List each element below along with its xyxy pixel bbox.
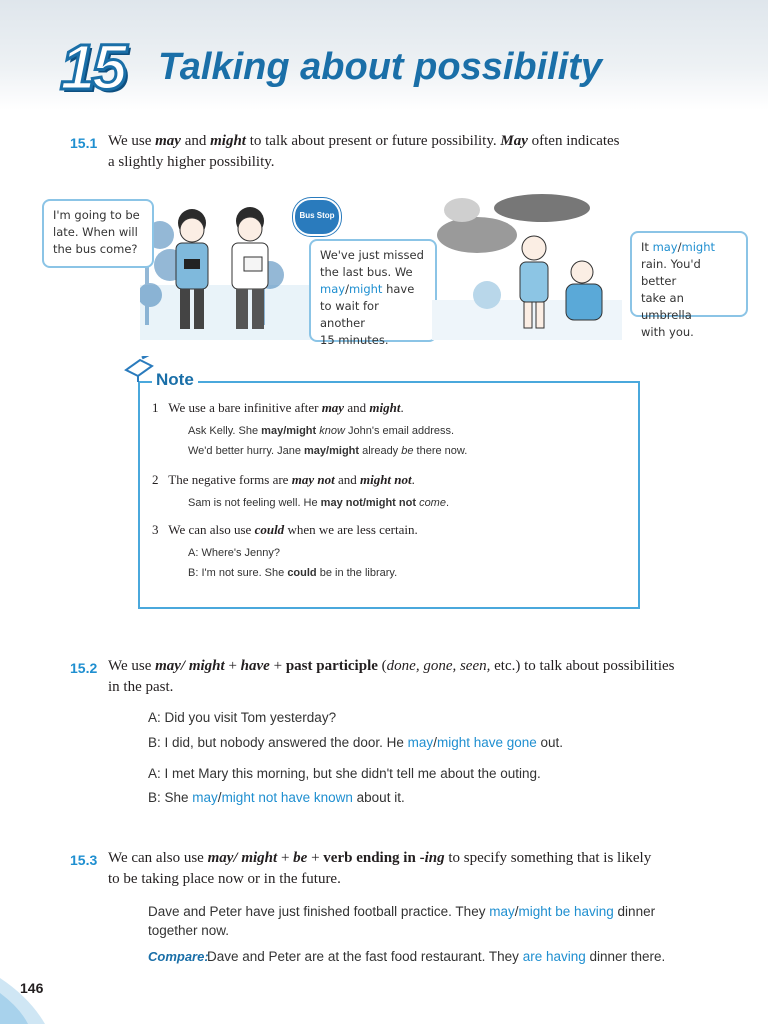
note-title: Note: [152, 370, 198, 390]
section-number-15-1: 15.1: [70, 135, 98, 151]
page-number: 146: [20, 980, 44, 996]
illustration-rain-clouds: [432, 190, 622, 340]
compare-example: Dave and Peter are at the fast food restaurant. They are having dinner there.: [207, 949, 666, 964]
note-example-2: Sam is not feeling well. He may not/might not come.: [188, 497, 450, 509]
section-15-1-text: We use may and might to talk about present or future possibility. May often indicates a slightly higher possibility.: [108, 133, 620, 170]
section-15-3-text: We can also use may/ might + be + verb ending in -ing to specify something that is likely to be taking place now or in the future.: [108, 850, 652, 887]
compare-label: Compare:: [148, 949, 209, 964]
note-book-icon: [124, 356, 154, 384]
note-item-1: 1 We use a bare infinitive after may and might.: [152, 400, 404, 415]
section-number-15-2: 15.2: [70, 660, 98, 676]
speech-bubble-woman: It may/might rain. You'd better take an umbrella with you.: [630, 231, 748, 317]
page-title: Talking about possibility: [158, 46, 603, 88]
note-example-1b: We'd better hurry. Jane may/might already be there now.: [188, 445, 468, 457]
example-15-2-a1: A: Did you visit Tom yesterday?: [148, 710, 337, 725]
section-number-15-3: 15.3: [70, 852, 98, 868]
note-example-1a: Ask Kelly. She may/might know John's email address.: [188, 425, 455, 437]
example-15-2-b2: B: She may/might not have known about it.: [148, 790, 405, 805]
chapter-number: 15: [60, 31, 124, 103]
note-item-2: 2 The negative forms are may not and might not.: [152, 472, 415, 487]
section-15-2-text: We use may/ might + have + past participle (done, gone, seen, etc.) to talk about possibilities in the past.: [108, 658, 675, 695]
note-item-3: 3 We can also use could when we are less certain.: [152, 522, 418, 537]
speech-bubble-girl: I'm going to be late. When will the bus come?: [42, 199, 154, 268]
speech-bubble-boy: We've just missed the last bus. We may/might have to wait for another 15 minutes.: [309, 239, 437, 342]
note-example-3b: B: I'm not sure. She could be in the library.: [188, 567, 398, 579]
note-example-3a: A: Where's Jenny?: [188, 547, 280, 559]
example-15-2-b1: B: I did, but nobody answered the door. He may/might have gone out.: [148, 735, 564, 750]
example-15-3: Dave and Peter have just finished football practice. They may/might be having dinner together now.: [148, 904, 656, 938]
bus-stop-sign: Bus Stop: [293, 198, 341, 236]
example-15-2-a2: A: I met Mary this morning, but she didn't tell me about the outing.: [148, 766, 541, 781]
corner-decoration: [0, 968, 60, 1024]
